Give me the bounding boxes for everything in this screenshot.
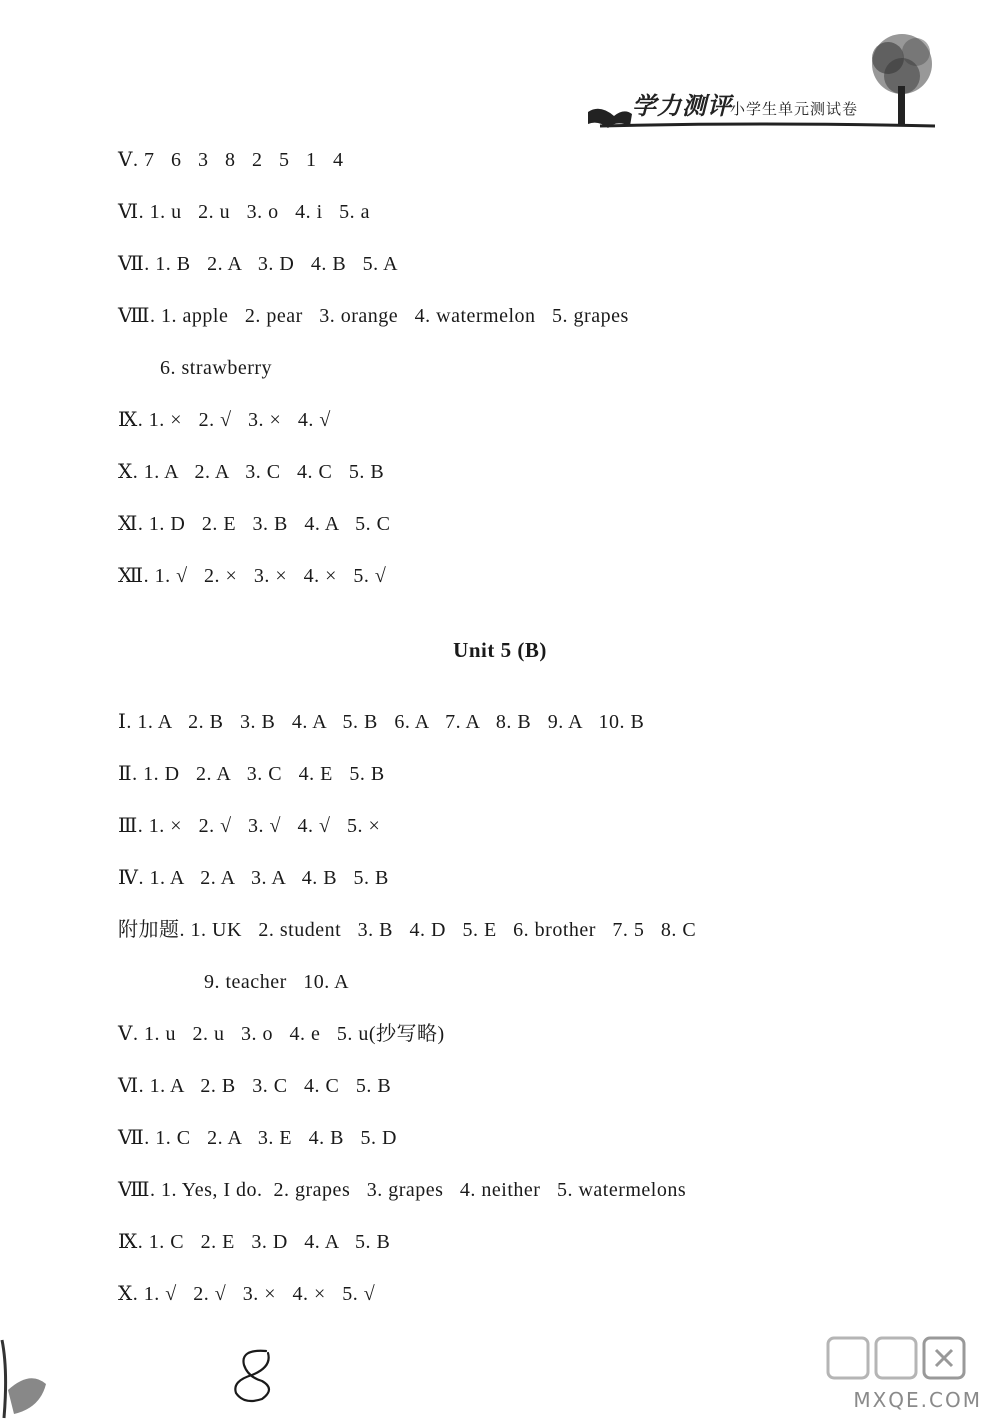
answer-line: Ⅵ. 1. A 2. B 3. C 4. C 5. B bbox=[118, 1075, 392, 1097]
leaf-decoration-icon bbox=[0, 1330, 60, 1420]
answer-line: Ⅻ. 1. √ 2. × 3. × 4. × 5. √ bbox=[118, 565, 387, 587]
header-subtitle: 小学生单元测试卷 bbox=[730, 100, 859, 118]
answer-line: Ⅳ. 1. A 2. A 3. A 4. B 5. B bbox=[118, 867, 389, 889]
answer-line: Ⅴ. 7 6 3 8 2 5 1 4 bbox=[118, 149, 344, 171]
answer-line: Ⅸ. 1. C 2. E 3. D 4. A 5. B bbox=[118, 1231, 391, 1253]
answer-line: Ⅷ. 1. apple 2. pear 3. orange 4. watermelon 5. grapes bbox=[118, 305, 629, 327]
answer-line: Ⅷ. 1. Yes, I do. 2. grapes 3. grapes 4. neither 5. watermelons bbox=[118, 1179, 687, 1201]
answer-line: Ⅱ. 1. D 2. A 3. C 4. E 5. B bbox=[118, 763, 385, 785]
answer-line: Ⅰ. 1. A 2. B 3. B 4. A 5. B 6. A 7. A 8. B 9. A 10. B bbox=[118, 711, 645, 733]
answer-line-extra: 附加题. 1. UK 2. student 3. B 4. D 5. E 6. brother 7. 5 8. C bbox=[118, 919, 697, 941]
answer-line: Ⅶ. 1. C 2. A 3. E 4. B 5. D bbox=[118, 1127, 397, 1149]
answer-line-continuation: 6. strawberry bbox=[160, 357, 273, 379]
section-title: Unit 5 (B) bbox=[453, 638, 547, 662]
answer-line: Ⅺ. 1. D 2. E 3. B 4. A 5. C bbox=[118, 513, 391, 535]
answer-line: Ⅵ. 1. u 2. u 3. o 4. i 5. a bbox=[118, 201, 371, 223]
tree-book-icon bbox=[580, 30, 940, 140]
answer-line: Ⅸ. 1. × 2. √ 3. × 4. √ bbox=[118, 409, 331, 431]
page-number-handwritten bbox=[222, 1345, 282, 1405]
header-logo bbox=[580, 30, 940, 140]
answer-line: Ⅲ. 1. × 2. √ 3. √ 4. √ 5. × bbox=[118, 815, 381, 837]
answer-line: Ⅶ. 1. B 2. A 3. D 4. B 5. A bbox=[118, 253, 399, 275]
answer-line: Ⅹ. 1. √ 2. √ 3. × 4. × 5. √ bbox=[118, 1283, 376, 1305]
watermark-text: MXQE.COM bbox=[853, 1388, 982, 1412]
answer-line: Ⅹ. 1. A 2. A 3. C 4. C 5. B bbox=[118, 461, 385, 483]
answer-line: Ⅴ. 1. u 2. u 3. o 4. e 5. u(抄写略) bbox=[118, 1023, 445, 1045]
answer-line-continuation: 9. teacher 10. A bbox=[204, 971, 350, 993]
header-title: 学力测评 bbox=[632, 94, 732, 120]
